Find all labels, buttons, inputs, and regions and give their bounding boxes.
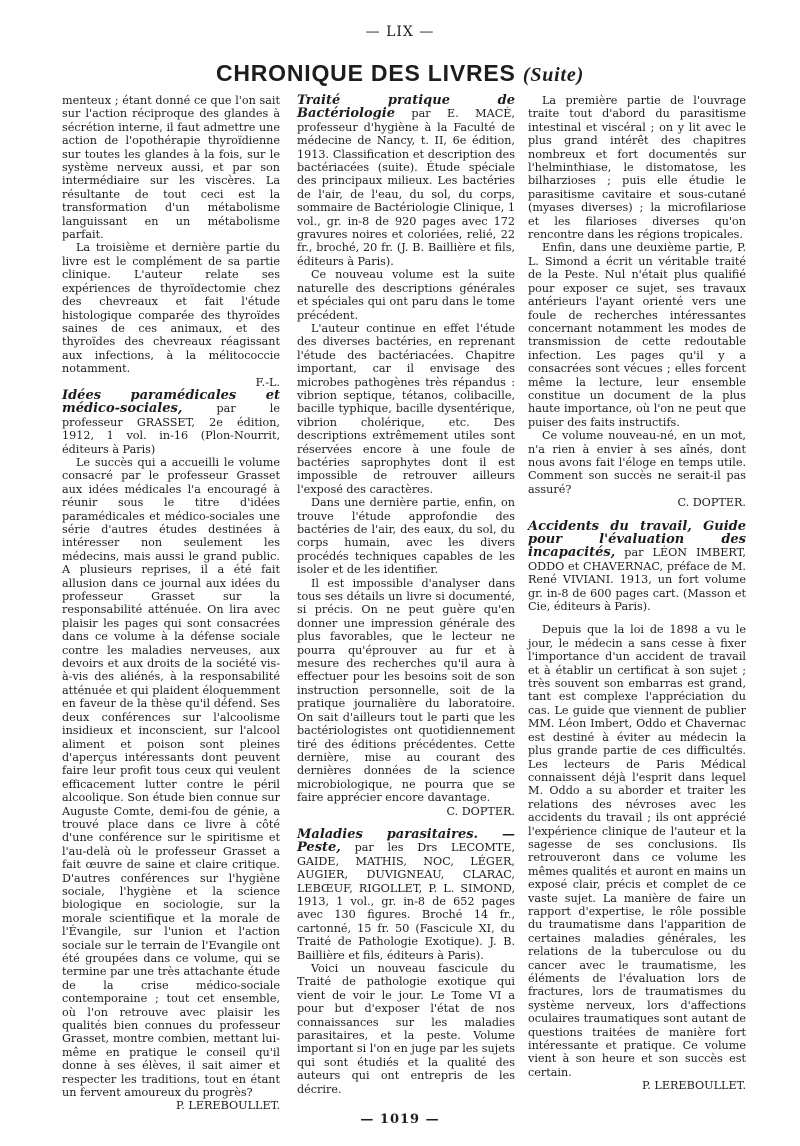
roman-page-number: — LIX — xyxy=(365,24,435,40)
book-entry-header xyxy=(528,520,746,614)
paragraph: Enfin, dans une deuxième partie, P. L. Simond a écrit un véritable traité de la Peste. Nul n'était plus qualifié pour exposer ce sujet, ses travaux antérieurs l'ayant orienté vers une foule de recherches intéressantes concernant notamment les modes de transmission de cette redoutable infection. Les pages qu'il y a consacrées sont vécues ; elles forcent même la lecture, leur ensemble constitue un document de la plus haute importance, où l'on ne peut que puiser des faits instructifs. xyxy=(528,241,746,429)
paragraph: Le succès qui a accueilli le volume consacré par le professeur Grasset aux idées médicales l'a encouragé à réunir sous le titre d'idées paramédicales et médico-sociales une série d'autres études destinées à intéresser non seulement les médecins, mais aussi le grand public. A plusieurs reprises, il a été fait allusion dans ce journal aux idées du professeur Grasset sur la responsabilité atténuée. On lira avec plaisir les pages qui sont consacrées dans ce volume à la défense sociale contre les maladies nerveuses, aux devoirs et aux droits de la société vis-à-vis des aliénés, à la responsabilité atténuée et qui plaident éloquemment en faveur de la thèse qu'il défend. Ses deux conférences sur l'alcoolisme insidieux et inconscient, sur l'alcool aliment et poison sont pleines d'aperçus intéressants dont peuvent faire leur profit tous ceux qui veulent efficacement lutter contre le péril alcoolique. Son étude bien connue sur Auguste Comte, demi-fou de génie, a trouvé place dans ce livre à côté d'une conférence sur le spiritisme et l'au-delà où le professeur Grasset a fait œuvre de saine et claire critique. D'autres conférences sur l'hygiène sociale, l'hygiène et la science biologique en sociologie, sur la morale scientifique et la morale de l'Évangile, sur l'union et l'action sociale sur le terrain de l'Evangile ont été groupées dans ce volume, qui se termine par une très attachante étude de la crise médico-sociale contemporaine ; tout cet ensemble, où l'on retrouve avec plaisir les qualités bien connues du professeur Grasset, montre combien, mettant lui-même en pratique le conseil qu'il donne à ses élèves, il sait aimer et respecter les traditions, tout en étant un fervent amoureux du progrès? xyxy=(62,455,280,1100)
signature: P. LEREBOULLET. xyxy=(176,1099,280,1113)
paragraph: L'auteur continue en effet l'étude des diverses bactéries, en reprenant l'étude des bactériacées. Chapitre important, car il envisage des microbes pathogènes très répandus : vibrion septique, tétanos, colibacille, bacille typhique, bacille dysentérique, vibrion cholérique, etc. Des descriptions extrêmement utiles sont réservées encore à une foule de bactéries saprophytes dont il est impossible de retrouver ailleurs l'exposé des caractères. xyxy=(297,321,515,496)
paragraph: Ce nouveau volume est la suite naturelle des descriptions générales et spéciales qui ont paru dans le tome précédent. xyxy=(297,268,515,322)
signature: C. DOPTER. xyxy=(446,804,515,818)
paragraph: menteux ; étant donné ce que l'on sait sur l'action réciproque des glandes à sécrétion interne, il faut admettre une action de l'opothérapie thyroïdienne sur toutes les glandes à la fois, sur le système nerveux aussi, et par son intermédiaire sur les viscères. La résultante de tout ceci est la transformation d'un métabolisme languissant en un métabolisme parfait. xyxy=(62,94,280,242)
section-title xyxy=(0,60,800,87)
book-meta: par le professeur GRASSET, 2e édition, 1912, 1 vol. in-16 (Plon-Nourrit, éditeurs à Paris) xyxy=(62,402,281,456)
paragraph: Depuis que la loi de 1898 a vu le jour, le médecin a sans cesse à fixer l'importance d'un accident de travail et à établir un certificat à son sujet ; très souvent son embarras est grand, tant est complexe l'appréciation du cas. Le guide que viennent de publier MM. Léon Imbert, Oddo et Chavernac est destiné à éviter au médecin la plus grande partie de ces difficultés. Les lecteurs de Paris Médical connaissent déjà l'esprit dans lequel M. Oddo a su aborder et traiter les relations des névroses avec les accidents du travail ; ils ont apprécié l'expérience clinique de l'auteur et la sagesse de ses conclusions. Ils retrouveront dans ce volume les mêmes qualités et auront en mains un exposé clair, précis et complet de ce vaste sujet. La manière de faire un rapport d'expertise, le rôle possible du traumatisme dans l'apparition de certaines maladies générales, les relations de la tuberculose ou du cancer avec le traumatisme, les éléments de l'évaluation lors de fractures, lors de traumatismes du système nerveux, lors d'affections oculaires traumatiques sont autant de questions traitées de manière fort intéressante et pratique. Ce volume vient à son heure et son succès est certain. xyxy=(528,623,746,1079)
page-number: — 1019 — xyxy=(360,1112,440,1127)
column-3 xyxy=(528,94,746,1093)
book-meta: par les Drs LECOMTE, GAIDE, MATHIS, NOC, LÉGER, AUGIER, DUVIGNEAU, CLARAC, LEBŒUF, RIGOLLET, P. L. SIMOND, 1913, 1 vol., gr. in-8 de 652 pages avec 130 figures. Broché 14 fr., cartonné, 15 fr. 50 (Fascicule XI, du Traité de Pathologie Exotique). J. B. Baillière et fils, éditeurs à Paris). xyxy=(297,841,515,962)
book-title: Traité pratique de Bactériologie xyxy=(297,93,515,122)
section-title-text: CHRONIQUE DES LIVRES xyxy=(215,60,516,86)
book-entry-header xyxy=(62,389,280,456)
paragraph: Voici un nouveau fascicule du Traité de pathologie exotique qui vient de voir le jour. Le Tome VI a pour but d'exposer l'état de nos connaissances sur les maladies parasitaires, et la peste. Volume important si l'on en juge par les sujets qui sont étudiés et la qualité des auteurs qui ont entrepris de les décrire. xyxy=(297,962,515,1096)
book-title: Accidents du travail, Guide pour l'évaluation des incapacités, xyxy=(528,518,746,561)
signature: P. LEREBOULLET. xyxy=(642,1079,746,1093)
paragraph: La première partie de l'ouvrage traite tout d'abord du parasitisme intestinal et viscéral ; on y lit avec le plus grand intérêt des chapitres nombreux et fort documentés sur l'helminthiase, le distomatose, les bilharzioses ; puis elle étudie le parasitisme cavitaire et sous-cutané (myases diverses) ; la microfilariose et les filarioses diverses qu'on rencontre dans les régions tropicales. xyxy=(528,94,746,242)
section-title-suite: (Suite) xyxy=(522,64,585,86)
column-2 xyxy=(297,94,515,1096)
paragraph: La troisième et dernière partie du livre est le complément de sa partie clinique. L'auteur relate ses expériences de thyroïdectomie chez des chevreaux et fait l'étude histologique comparée des thyroïdes saines de ces animaux, et des thyroïdes des chevreaux réagissant aux infections, à la mélitococcie notamment. xyxy=(62,241,280,376)
column-1 xyxy=(62,94,280,1113)
signature: C. DOPTER. xyxy=(677,496,746,510)
book-meta: par LÉON IMBERT, ODDO et CHAVERNAC, préface de M. René VIVIANI. 1913, un fort volume gr. in-8 de 600 pages cart. (Masson et Cie, éditeurs à Paris). xyxy=(528,546,746,614)
book-title: Maladies parasitaires. — Peste, xyxy=(297,826,515,856)
book-meta: par E. MACÉ, professeur d'hygiène à la Faculté de médecine de Nancy, t. II, 6e édition, 1913. Classification et description des bactériacées (suite). Étude spéciale des principaux milieux. Les bactéries de l'air, de l'eau, du sol, du corps, sommaire de Bactériologie Clinique, 1 vol., gr. in-8 de 920 pages avec 172 gravures noires et coloriées, relié, 22 fr., broché, 20 fr. (J. B. Baillière et fils, éditeurs à Paris). xyxy=(297,107,515,268)
book-entry-header xyxy=(297,94,515,268)
paragraph: Il est impossible d'analyser dans tous ses détails un livre si documenté, si précis. On ne peut guère qu'en donner une impression générale des plus favorables, que le lecteur ne pourra qu'éprouver au fur et à mesure des recherches qu'il aura à effectuer pour les besoins soit de son instruction personnelle, soit de la pratique journalière du laboratoire. On sait d'ailleurs tout le parti que les bactériologistes ont quotidiennement tiré des éditions précédentes. Cette dernière, mise au courant des dernières données de la science microbiologique, ne pourra que se faire apprécier encore davantage. xyxy=(297,576,515,805)
paragraph: Ce volume nouveau-né, en un mot, n'a rien à envier à ses aînés, dont nous avons fait l'éloge en temps utile. Comment son succès ne serait-il pas assuré? xyxy=(528,429,746,496)
book-entry-header xyxy=(297,828,515,962)
paragraph: Dans une dernière partie, enfin, on trouve l'étude approfondie des bactéries de l'air, des eaux, du sol, du corps humain, avec les divers procédés techniques capables de les isoler et de les identifier. xyxy=(297,496,515,577)
signature: F.-L. xyxy=(255,375,280,389)
book-title: Idées paramédicales et médico-sociales, xyxy=(62,387,280,417)
